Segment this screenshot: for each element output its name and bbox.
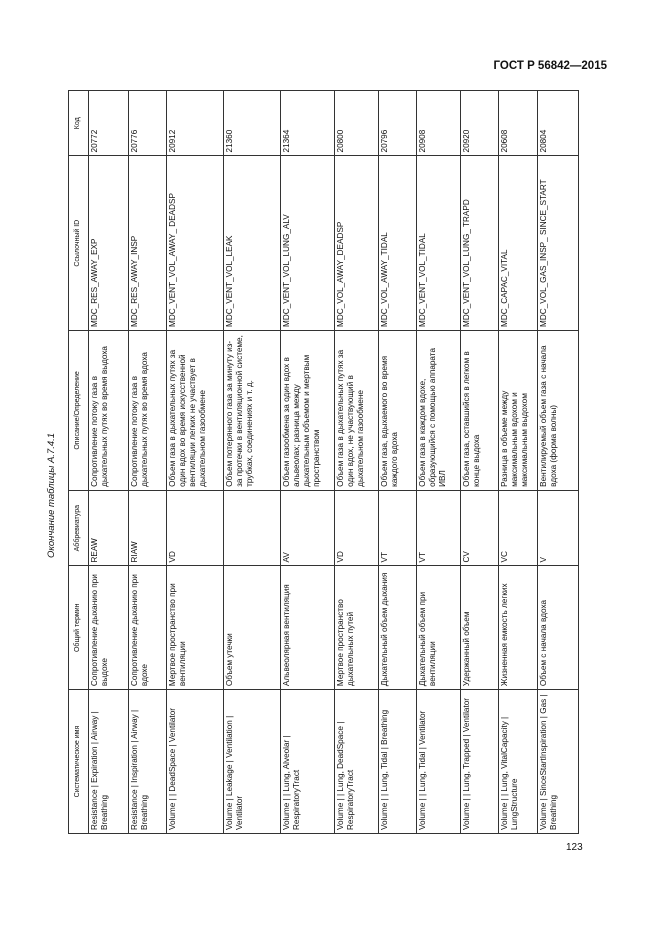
common-term-cell: Дыхательный объем при вентиляции [416,566,460,690]
header-cell: Аббревиатура [69,490,89,566]
common-term-cell: Мертвое пространство дыхательных путей [335,566,379,690]
table-row [281,91,335,834]
header-cell: Систематическое имя [69,690,89,834]
description-cell: Объем газа в дыхательных путях за один вдох во время искусственной вентиляции легких не участвует в дыхательном газообмене [167,330,223,490]
common-term-cell: Удержанный объем [460,566,499,690]
description-cell: Объем газа в каждом вдохе, образующийся с помощью аппарата ИВЛ [416,330,460,490]
reference-id-cell: MDC_CAPAC_VITAL [499,156,538,330]
systematic-name-cell: Volume | SinceStartInspiration | Gas | Breathing [538,690,579,834]
table-row [538,91,579,834]
description-cell: Объем газа в дыхательных путях за один вдох, не участвующий в дыхательном газообмене [335,330,379,490]
description-cell: Сопротивление потоку газа в дыхательных путях во время вдоха [128,330,167,490]
reference-id-cell: MDC_VENT_VOL_LUNG_ALV [281,156,335,330]
systematic-name-cell: Volume | | Lung, Alveolar | RespiratoryTract [281,690,335,834]
reference-id-cell: MDC_VOL_AWAY_DEADSP [335,156,379,330]
reference-id-cell: MDC_VENT_VOL_LEAK [223,156,280,330]
abbreviation-cell: REAW [89,490,129,566]
code-cell: 20776 [128,91,167,156]
header-cell: Общий термин [69,566,89,690]
common-term-cell: Объем утечки [223,566,280,690]
standard-header: ГОСТ Р 56842—2015 [493,60,607,72]
abbreviation-cell: VD [335,490,379,566]
table-row [460,91,499,834]
reference-id-cell: MDC_VOL_GAS_INSP_ SINCE_START [538,156,579,330]
code-cell: 20920 [460,91,499,156]
abbreviation-cell: VT [416,490,460,566]
systematic-name-cell: Volume | | Lung, Tidal | Ventilator [416,690,460,834]
description-cell: Сопротивление потоку газа в дыхательных путях во время выдоха [89,330,129,490]
table-body [89,91,579,834]
table-row [335,91,379,834]
abbreviation-cell: RIAW [128,490,167,566]
systematic-name-cell: Resistance | Expiration | Airway | Breathing [89,690,129,834]
reference-id-cell: MDC_VENT_VOL_TIDAL [416,156,460,330]
description-cell: Объем газа, вдыхаемого во время каждого вдоха [379,330,417,490]
code-cell: 20804 [538,91,579,156]
rotated-table-container [68,90,579,834]
code-cell: 20796 [379,91,417,156]
table-row [89,91,129,834]
abbreviation-cell: VC [499,490,538,566]
systematic-name-cell: Volume | | Lung, VitalCapacity | LungStructure [499,690,538,834]
systematic-name-cell: Resistance | Inspiration | Airway | Breathing [128,690,167,834]
table-row [499,91,538,834]
table-header-row [69,91,89,834]
abbreviation-cell: V [538,490,579,566]
description-cell: Разница в объеме между максимальным вдохом и максимальным выдохом [499,330,538,490]
abbreviation-cell [223,490,280,566]
common-term-cell: Жизненная емкость легких [499,566,538,690]
description-cell: Объем газообмена за один вдох в альвеолах; разница между дыхательным объемом и мертвым пространством [281,330,335,490]
systematic-name-cell: Volume | | DeadSpace | Ventilator [167,690,223,834]
code-cell: 20912 [167,91,223,156]
table-caption: Окончание таблицы А.7.4.1 [46,432,57,558]
reference-id-cell: MDC_VENT_VOL_LUNG_ TRAPD [460,156,499,330]
data-table [68,90,579,834]
abbreviation-cell: AV [281,490,335,566]
code-cell: 20608 [499,91,538,156]
description-cell: Объем потерянного газа за минуту из-за протечки в вентиляционной системе, трубках, соединениях и т. д. [223,330,280,490]
description-cell: Объем газа, оставшийся в легком в конце выдоха [460,330,499,490]
table-region [68,90,579,834]
common-term-cell: Объем с начала вдоха [538,566,579,690]
code-cell: 20908 [416,91,460,156]
table-row [167,91,223,834]
abbreviation-cell: VD [167,490,223,566]
reference-id-cell: MDC_RES_AWAY_INSP [128,156,167,330]
table-row [223,91,280,834]
systematic-name-cell: Volume | | Lung, Trapped | Ventilator [460,690,499,834]
header-cell: Описание/Определение [69,330,89,490]
common-term-cell: Дыхательный объем дыхания [379,566,417,690]
reference-id-cell: MDC_VENT_VOL_AWAY_ DEADSP [167,156,223,330]
common-term-cell: Мертвое пространство при вентиляции [167,566,223,690]
reference-id-cell: MDC_VOL_AWAY_TIDAL [379,156,417,330]
abbreviation-cell: VT [379,490,417,566]
common-term-cell: Сопротивление дыханию при выдохе [89,566,129,690]
systematic-name-cell: Volume | | Lung, Tidal | Breathing [379,690,417,834]
table-row [416,91,460,834]
description-cell: Вентилируемый объем газа с начала вдоха (форма волны) [538,330,579,490]
systematic-name-cell: Volume | | Lung, DeadSpace | RespiratoryTract [335,690,379,834]
common-term-cell: Альвеолярная вентиляция [281,566,335,690]
common-term-cell: Сопротивление дыханию при вдохе [128,566,167,690]
abbreviation-cell: CV [460,490,499,566]
page-number: 123 [566,842,583,853]
table-row [128,91,167,834]
header-cell: Ссылочный ID [69,156,89,330]
header-cell: Код [69,91,89,156]
code-cell: 20800 [335,91,379,156]
code-cell: 20772 [89,91,129,156]
reference-id-cell: MDC_RES_AWAY_EXP [89,156,129,330]
code-cell: 21360 [223,91,280,156]
code-cell: 21364 [281,91,335,156]
systematic-name-cell: Volume | Leakage | Ventilation | Ventilator [223,690,280,834]
table-row [379,91,417,834]
